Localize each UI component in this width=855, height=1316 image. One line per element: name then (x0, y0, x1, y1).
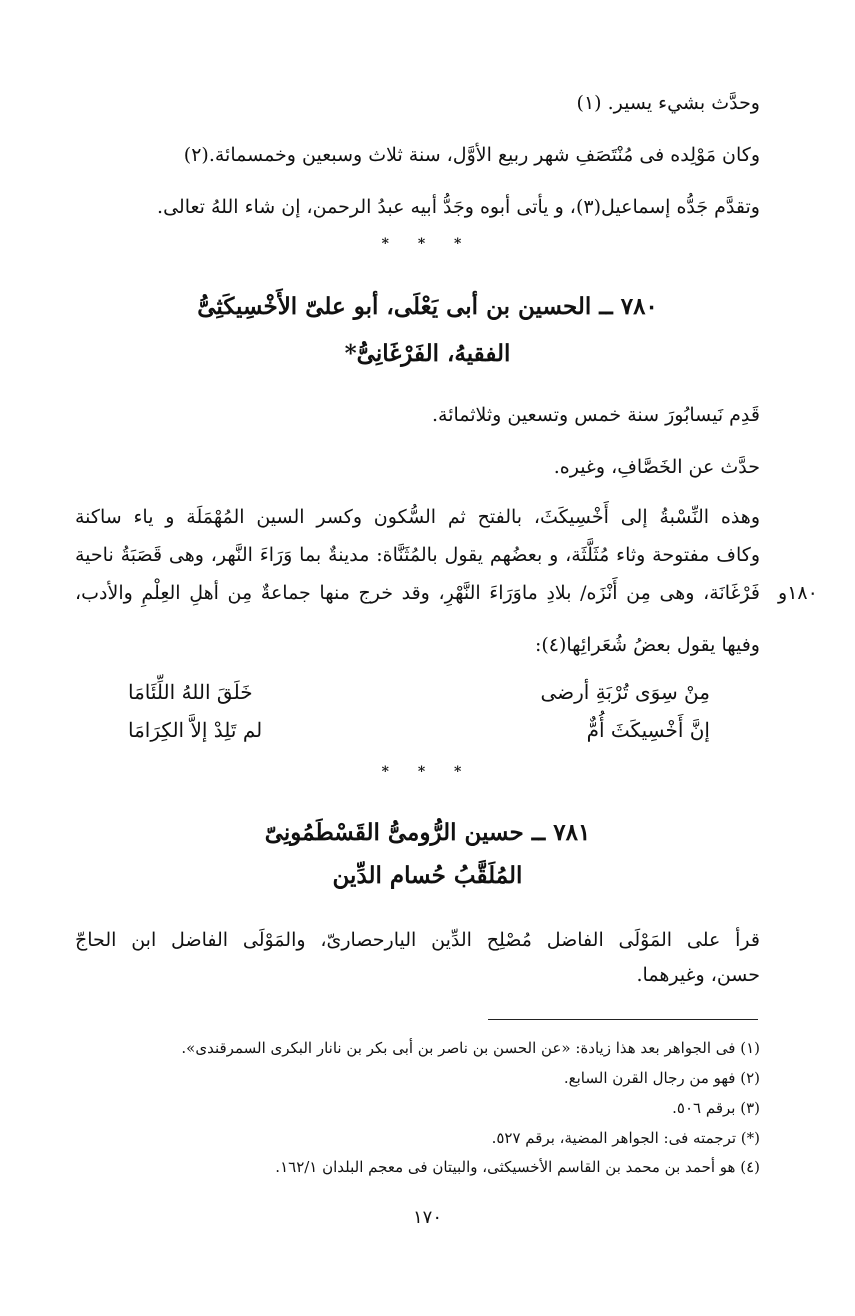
body-line: فَرْغَانَة، وهى مِن أَنْزَه/ بلادِ ماوَرَاءَ النَّهْرِ، وقد خرج منها جماعةٌ مِن أهلِ العِلْمِ والأدب، (75, 582, 760, 604)
entry-subheading: المُلَقَّبُ حُسام الدِّين (332, 862, 523, 889)
footnote: (*) ترجمته فى: الجواهر المضية، برقم ٥٢٧. (491, 1129, 760, 1147)
body-line: وكاف مفتوحة وثاء مُثَلَّثَة، و بعضُهم يقول بالمُثَنَّاة: مدينةٌ بما وَرَاءَ النَّهر، وهى قَصَبَةُ ناحية (75, 544, 760, 566)
verse-hemistich: مِنْ سِوَى تُرْبَةِ أرضى (540, 680, 710, 704)
body-line: حسن، وغيرهما. (636, 964, 760, 986)
body-line: حدَّث عن الخَصَّافِ، وغيره. (553, 456, 760, 478)
entry-heading: ٧٨٠ ــ الحسين بن أبى يَعْلَى، أبو علىّ الأَخْسِيكَثِىُّ (197, 293, 658, 320)
footnote: (٢) فهو من رجال القرن السابع. (563, 1069, 760, 1087)
body-line: قرأ على المَوْلَى الفاضل مُصْلِح الدِّين اليارحصارىّ، والمَوْلَى الفاضل ابن الحاجّ (75, 929, 760, 951)
footnote: (٤) هو أحمد بن محمد بن القاسم الأخسيكثى، والبيتان فى معجم البلدان ١٦٢/١. (275, 1158, 760, 1176)
folio-margin-note: ١٨٠و (778, 582, 818, 604)
footnote: (٣) برقم ٥٠٦. (672, 1099, 760, 1117)
entry-heading: ٧٨١ ــ حسين الرُّومىُّ القَسْطَمُونِىّ (264, 819, 591, 846)
verse-hemistich: إنَّ أَخْسِيكَثَ أُمٌّ (586, 718, 710, 742)
verse-hemistich: لم تَلِدْ إلاَّ الكِرَامَا (128, 718, 263, 742)
body-line: وحدَّث بشيء يسير. (١) (576, 92, 760, 114)
page-number: ١٧٠ (412, 1207, 442, 1228)
footnote: (١) فى الجواهر بعد هذا زيادة: «عن الحسن بن ناصر بن أبى بكر بن نانار البكرى السمرقندى». (181, 1039, 760, 1057)
section-separator: * * * (381, 236, 474, 252)
verse-hemistich: خَلَقَ اللهُ اللِّئَامَا (128, 680, 253, 704)
body-line: وفيها يقول بعضُ شُعَرائِها(٤): (534, 634, 760, 656)
body-line: وكان مَوْلِده فى مُنْتَصَفِ شهر ربيع الأوَّل، سنة ثلاث وسبعين وخمسمائة.(٢) (183, 144, 760, 166)
footnote-rule (488, 1019, 758, 1020)
body-line: وهذه النِّسْبةُ إلى أَخْسِيكَثَ، بالفتح ثم السُّكون وكسر السين المُهْمَلَة و ياء ساكنة (75, 506, 760, 528)
entry-subheading: الفقيهُ، الفَرْغَانِىُّ* (344, 340, 511, 367)
section-separator: * * * (381, 764, 474, 780)
body-line: قَدِم نَيسابُورَ سنة خمس وتسعين وثلاثمائة. (431, 404, 760, 426)
body-line: وتقدَّم جَدُّه إسماعيل(٣)، و يأتى أبوه وجَدُّ أبيه عبدُ الرحمن، إن شاء اللهُ تعالى. (157, 196, 760, 218)
